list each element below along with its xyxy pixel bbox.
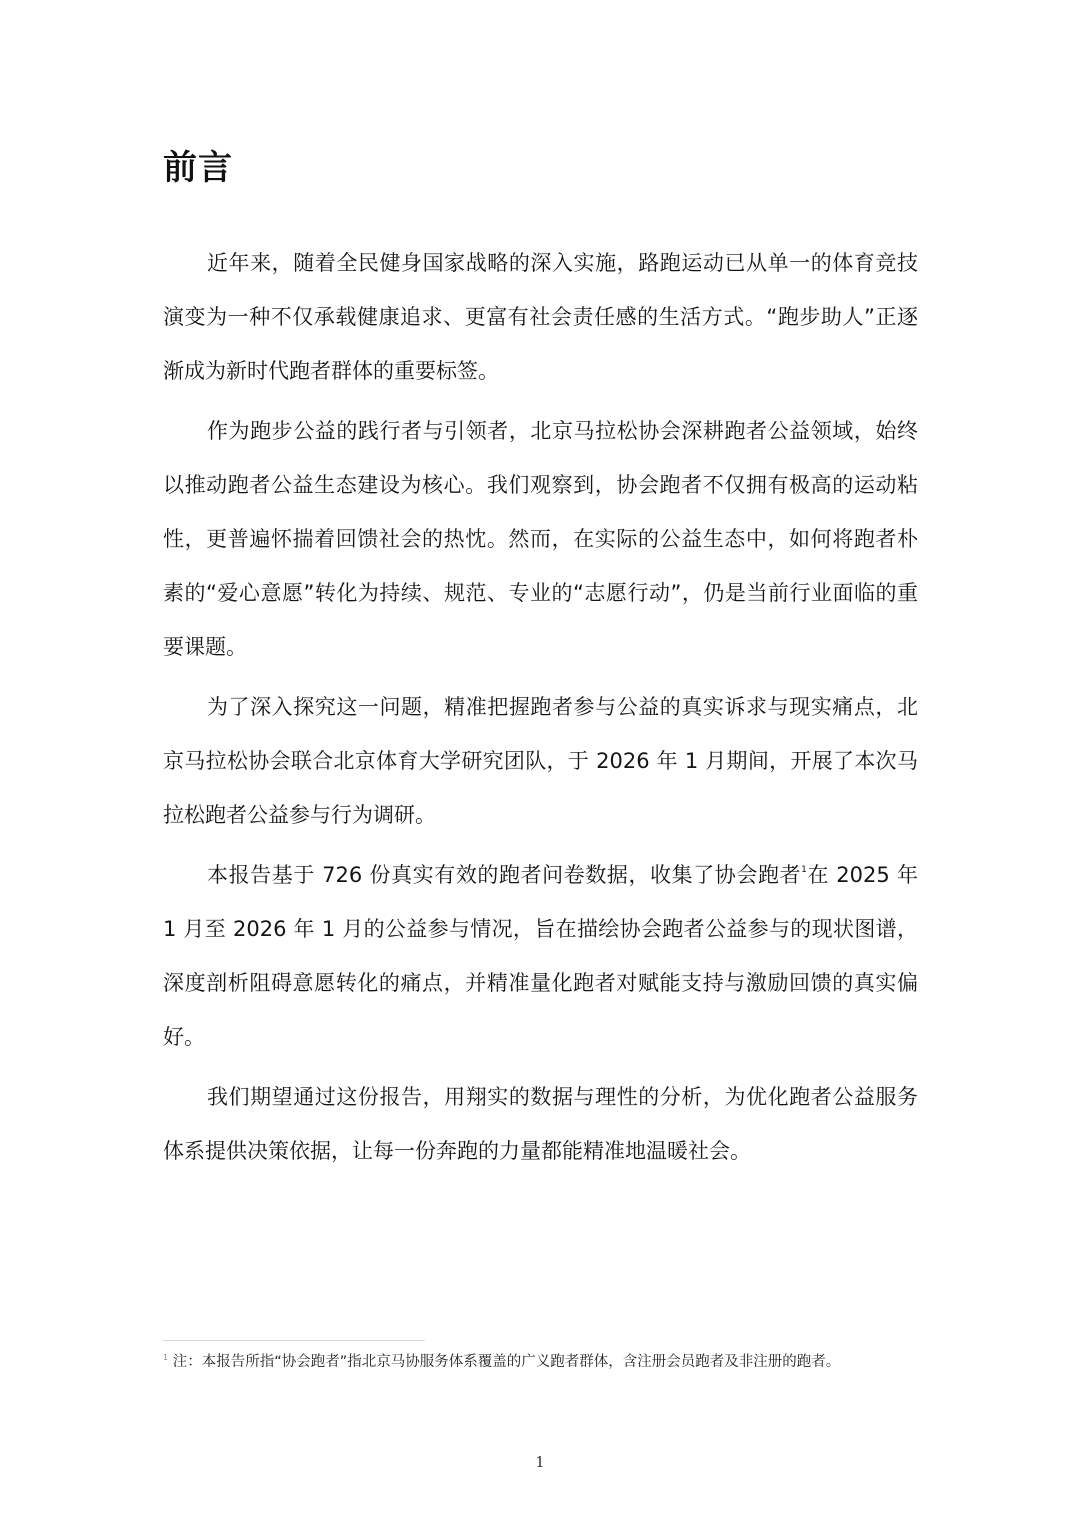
paragraph-4-before: 本报告基于 726 份真实有效的跑者问卷数据，收集了协会跑者 [207,863,802,887]
paragraph-4 [163,848,918,1064]
footnote-divider [163,1340,425,1341]
paragraph-3: 为了深入探究这一问题，精准把握跑者参与公益的真实诉求与现实痛点，北京马拉松协会联合北京体育大学研究团队，于 2026 年 1 月期间，开展了本次马拉松跑者公益参与行为调研。 [163,695,918,827]
paragraph-1: 近年来，随着全民健身国家战略的深入实施，路跑运动已从单一的体育竞技演变为一种不仅承载健康追求、更富有社会责任感的生活方式。“跑步助人”正逐渐成为新时代跑者群体的重要标签。 [163,251,918,383]
paragraph-2: 作为跑步公益的践行者与引领者，北京马拉松协会深耕跑者公益领域，始终以推动跑者公益生态建设为核心。我们观察到，协会跑者不仅拥有极高的运动粘性，更普遍怀揣着回馈社会的热忱。然而，在实际的公益生态中，如何将跑者朴素的“爱心意愿”转化为持续、规范、专业的“志愿行动”，仍是当前行业面临的重要课题。 [163,419,918,659]
body-text [163,236,918,1184]
page-title: 前言 [163,148,233,188]
paragraph-4-after: 在 2025 年 1 月至 2026 年 1 月的公益参与情况，旨在描绘协会跑者公益参与的现状图谱，深度剖析阻碍意愿转化的痛点，并精准量化跑者对赋能支持与激励回馈的真实偏好。 [163,863,918,1049]
footnote-mark: 1 [163,1353,169,1362]
footnote-reference[interactable]: 1 [801,865,807,875]
page-number: 1 [535,1453,545,1471]
footnote-text: 注：本报告所指“协会跑者”指北京马协服务体系覆盖的广义跑者群体，含注册会员跑者及非注册的跑者。 [172,1354,841,1370]
paragraph-5: 我们期望通过这份报告，用翔实的数据与理性的分析，为优化跑者公益服务体系提供决策依据，让每一份奔跑的力量都能精准地温暖社会。 [163,1085,918,1163]
footnote [163,1350,943,1374]
